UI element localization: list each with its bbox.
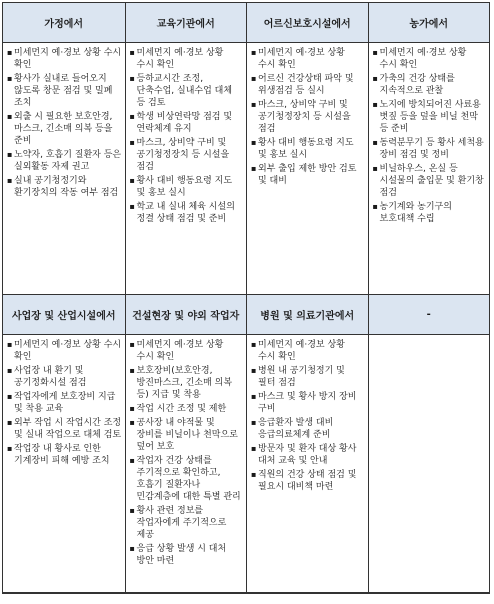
list-item xyxy=(7,47,122,71)
bullet-icon: ▪ xyxy=(129,202,135,211)
bullet-icon: ▪ xyxy=(7,112,13,121)
header-row-2 xyxy=(3,295,489,335)
bullet-icon: ▪ xyxy=(251,418,257,427)
bullet-icon: ▪ xyxy=(7,444,13,453)
list-item xyxy=(7,417,122,441)
body-row-1 xyxy=(3,43,489,295)
bullet-icon: ▪ xyxy=(251,164,257,173)
guideline-table xyxy=(2,2,490,594)
list-item xyxy=(130,403,244,415)
list-item-text: 노약자, 호흡기 질환자 등은 실외활동 자제 권고 xyxy=(14,150,122,172)
header-farm: 농가에서 xyxy=(369,3,490,43)
bullet-icon: ▪ xyxy=(129,176,135,185)
bullet-icon: ▪ xyxy=(129,506,135,515)
header-construction: 건설현장 및 야외 작업자 xyxy=(126,295,248,335)
list-item-text: 황사가 실내로 들어오지 않도록 창문 점검 및 밀폐 조치 xyxy=(14,74,113,108)
list-item-text: 농기계와 농기구의 보호대책 수립 xyxy=(379,202,452,224)
bullet-icon: ▪ xyxy=(129,138,135,147)
list-item xyxy=(7,175,122,199)
list-item xyxy=(251,469,365,493)
list-item xyxy=(130,505,244,541)
list-item xyxy=(130,111,244,135)
list-item-text: 실내 공기청정기와 환기장치의 작동 여부 점검 xyxy=(14,176,119,198)
list-item-text: 외출 시 필요한 보호안경, 마스크, 긴소매 의복 등을 준비 xyxy=(14,112,113,146)
list-item-text: 작업자에게 보호장비 지급 및 착용 교육 xyxy=(14,392,116,414)
cell-elderly-care xyxy=(247,43,369,295)
list-item xyxy=(130,175,244,199)
cell-industry xyxy=(3,335,126,593)
list-item xyxy=(251,99,365,135)
list-item xyxy=(251,137,365,161)
cell-education xyxy=(126,43,248,295)
bullet-icon: ▪ xyxy=(372,138,378,147)
bullet-icon: ▪ xyxy=(7,418,13,427)
list-item-text: 미세먼지 예·경보 상황 수시 확인 xyxy=(258,48,345,70)
header-education: 교육기관에서 xyxy=(126,3,248,43)
list-item xyxy=(373,163,487,199)
list-item-text: 방문자 및 환자 대상 황사 대처 교육 및 안내 xyxy=(258,444,357,466)
list-item-text: 황사 대비 행동요령 지도 및 홍보 실시 xyxy=(136,176,233,198)
list-item-text: 노지에 방치되어진 사료용 볏짚 등을 덮을 비닐 천막 등 준비 xyxy=(379,100,481,134)
list-item-text: 사업장 내 환기 및 공기정화시설 점검 xyxy=(14,366,87,388)
list-item-text: 미세먼지 예·경보 상황 수시 확인 xyxy=(258,340,345,362)
bullet-icon: ▪ xyxy=(251,100,257,109)
cell-home xyxy=(3,43,126,295)
list-item-text: 응급 상황 발생 시 대처 방안 마련 xyxy=(136,544,227,566)
list-item xyxy=(251,163,365,187)
bullet-icon: ▪ xyxy=(251,340,257,349)
list-item xyxy=(130,201,244,225)
bullet-icon: ▪ xyxy=(7,392,13,401)
list-item-text: 보호장비(보호안경, 방진마스크, 긴소매 의복 등) 지급 및 착용 xyxy=(136,366,233,400)
bullet-icon: ▪ xyxy=(129,340,135,349)
list-item xyxy=(251,339,365,363)
list-item xyxy=(373,201,487,225)
bullet-icon: ▪ xyxy=(372,164,378,173)
list-item xyxy=(130,543,244,567)
list-item-text: 미세먼지 예·경보 상황 수시 확인 xyxy=(136,48,224,70)
list-item-text: 마스크, 상비약 구비 및 공기청정장치 등 시설을 점검 xyxy=(258,100,351,134)
list-item xyxy=(7,149,122,173)
list-item-text: 작업자 건강 상태를 주기적으로 확인하고, 호흡기 질환자나 민감계층에 대한 특별 관리 xyxy=(136,456,241,502)
bullet-icon: ▪ xyxy=(251,138,257,147)
list-item xyxy=(7,73,122,109)
list-item xyxy=(251,417,365,441)
bullet-icon: ▪ xyxy=(7,74,13,83)
list-item xyxy=(251,391,365,415)
cell-farm xyxy=(369,43,490,295)
bullet-icon: ▪ xyxy=(251,444,257,453)
list-item-text: 가축의 건강 상태를 지속적으로 관찰 xyxy=(379,74,455,96)
list-item-text: 황사 대비 행동요령 지도 및 홍보 실시 xyxy=(258,138,354,160)
bullet-icon: ▪ xyxy=(251,392,257,401)
list-item xyxy=(251,47,365,71)
bullet-icon: ▪ xyxy=(129,48,135,57)
list-item-text: 황사 관련 정보를 작업자에게 주기적으로 제공 xyxy=(136,506,227,540)
list-item xyxy=(373,99,487,135)
header-hospital: 병원 및 의료기관에서 xyxy=(247,295,369,335)
header-row-1 xyxy=(3,3,489,43)
bullet-icon: ▪ xyxy=(251,48,257,57)
list-item xyxy=(251,443,365,467)
bullet-icon: ▪ xyxy=(129,418,135,427)
list-item-text: 동력분무기 등 황사 세척용 장비 점검 및 정비 xyxy=(379,138,484,160)
bullet-icon: ▪ xyxy=(372,100,378,109)
bullet-icon: ▪ xyxy=(7,176,13,185)
header-industry: 사업장 및 산업시설에서 xyxy=(3,295,126,335)
bullet-icon: ▪ xyxy=(372,202,378,211)
list-item xyxy=(130,47,244,71)
bullet-icon: ▪ xyxy=(129,74,135,83)
list-item-text: 비닐하우스, 온실 등 시설물의 출입문 및 환기창 점검 xyxy=(379,164,484,198)
list-item xyxy=(130,339,244,363)
list-item-text: 미세먼지 예·경보 상황 수시 확인 xyxy=(379,48,467,70)
list-item-text: 마스크, 상비약 구비 및 공기청정장치 등 시설을 점검 xyxy=(136,138,230,172)
list-item-text: 어르신 건강상태 파악 및 위생점검 등 실시 xyxy=(258,74,354,96)
bullet-icon: ▪ xyxy=(129,456,135,465)
list-item-text: 외부 작업 시 작업시간 조정 및 실내 작업으로 대체 검토 xyxy=(14,418,122,440)
list-item-text: 작업장 내 황사로 인한 기계장비 피해 예방 조치 xyxy=(14,444,110,466)
bullet-icon: ▪ xyxy=(7,150,13,159)
list-item xyxy=(130,365,244,401)
list-item-text: 미세먼지 예·경보 상황 수시 확인 xyxy=(136,340,224,362)
list-item xyxy=(7,111,122,147)
list-item xyxy=(7,391,122,415)
body-row-2 xyxy=(3,335,489,593)
bullet-icon: ▪ xyxy=(129,544,135,553)
list-item xyxy=(251,365,365,389)
list-item-text: 미세먼지 예·경보 상황 수시 확인 xyxy=(14,340,122,362)
list-item xyxy=(7,443,122,467)
cell-construction xyxy=(126,335,248,593)
list-item-text: 직원의 건강 상태 점검 및 필요시 대비책 마련 xyxy=(258,470,357,492)
bullet-icon: ▪ xyxy=(7,48,13,57)
list-item-text: 등하교시간 조정, 단축수업, 실내수업 대체 등 검토 xyxy=(136,74,233,108)
list-item xyxy=(130,455,244,503)
bullet-icon: ▪ xyxy=(129,366,135,375)
list-item-text: 병원 내 공기청정기 및 필터 점검 xyxy=(258,366,345,388)
bullet-icon: ▪ xyxy=(129,404,135,413)
list-item-text: 작업 시간 조정 및 제한 xyxy=(136,404,227,414)
header-home: 가정에서 xyxy=(3,3,126,43)
list-item xyxy=(373,73,487,97)
list-item xyxy=(130,73,244,109)
list-item-text: 외부 출입 제한 방안 검토 및 대비 xyxy=(258,164,357,186)
cell-hospital xyxy=(247,335,369,593)
bullet-icon: ▪ xyxy=(7,340,13,349)
bullet-icon: ▪ xyxy=(7,366,13,375)
list-item xyxy=(130,137,244,173)
list-item-text: 학생 비상연락망 점검 및 연락체계 유지 xyxy=(136,112,233,134)
list-item-text: 마스크 및 황사 방지 장비 구비 xyxy=(258,392,357,414)
bullet-icon: ▪ xyxy=(251,366,257,375)
bullet-icon: ▪ xyxy=(372,48,378,57)
bullet-icon: ▪ xyxy=(251,470,257,479)
list-item xyxy=(7,365,122,389)
cell-empty xyxy=(369,335,490,593)
header-elderly-care: 어르신보호시설에서 xyxy=(247,3,369,43)
list-item-text: 학교 내 실내 체육 시설의 정결 상태 점검 및 준비 xyxy=(136,202,235,224)
header-empty: - xyxy=(369,295,490,335)
list-item-text: 미세먼지 예·경보 상황 수시 확인 xyxy=(14,48,122,70)
list-item xyxy=(7,339,122,363)
list-item xyxy=(130,417,244,453)
bullet-icon: ▪ xyxy=(372,74,378,83)
list-item xyxy=(373,137,487,161)
list-item xyxy=(251,73,365,97)
bullet-icon: ▪ xyxy=(129,112,135,121)
list-item xyxy=(373,47,487,71)
bullet-icon: ▪ xyxy=(251,74,257,83)
list-item-text: 공사장 내 야적물 및 장비를 비닐이나 천막으로 덮어 보호 xyxy=(136,418,238,452)
list-item-text: 응급환자 발생 대비 응급의료체계 준비 xyxy=(258,418,334,440)
